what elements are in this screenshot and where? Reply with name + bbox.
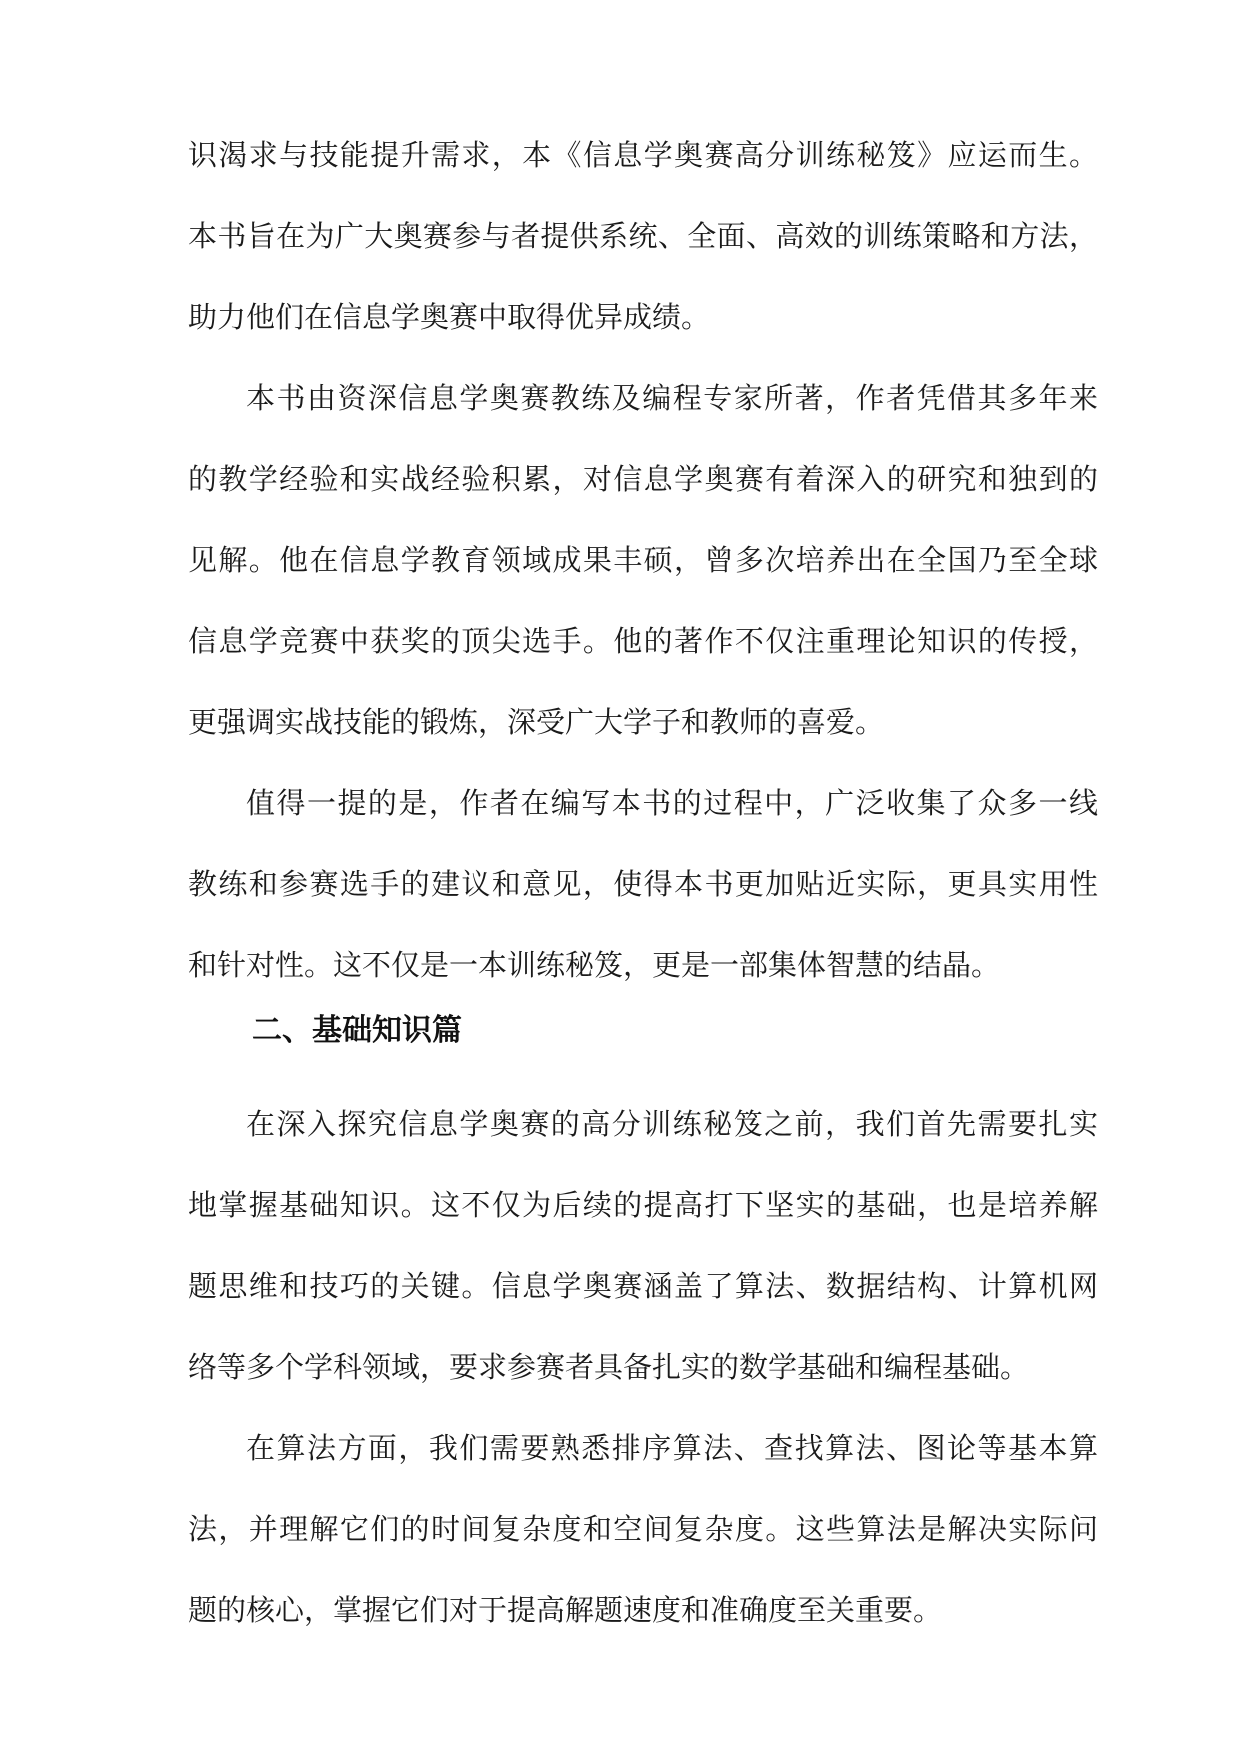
paragraph-line: 更强调实战技能的锻炼，深受广大学子和教师的喜爱。 <box>188 705 885 739</box>
paragraph-line: 题思维和技巧的关键。信息学奥赛涵盖了算法、数据结构、计算机网 <box>188 1269 1098 1303</box>
paragraph-line: 在算法方面，我们需要熟悉排序算法、查找算法、图论等基本算 <box>246 1431 1098 1465</box>
paragraph-line: 络等多个学科领域，要求参赛者具备扎实的数学基础和编程基础。 <box>188 1350 1030 1384</box>
paragraph-line: 助力他们在信息学奥赛中取得优异成绩。 <box>188 300 711 334</box>
paragraph-line: 本书由资深信息学奥赛教练及编程专家所著，作者凭借其多年来 <box>246 381 1098 415</box>
section-heading: 二、基础知识篇 <box>252 1013 462 1048</box>
paragraph-line: 题的核心，掌握它们对于提高解题速度和准确度至关重要。 <box>188 1593 943 1627</box>
paragraph-line: 的教学经验和实战经验积累，对信息学奥赛有着深入的研究和独到的 <box>188 462 1098 496</box>
paragraph-line: 教练和参赛选手的建议和意见，使得本书更加贴近实际，更具实用性 <box>188 867 1098 901</box>
paragraph-line: 见解。他在信息学教育领域成果丰硕，曾多次培养出在全国乃至全球 <box>188 543 1098 577</box>
paragraph-line: 识渴求与技能提升需求，本《信息学奥赛高分训练秘笈》应运而生。 <box>188 138 1098 172</box>
paragraph-line: 地掌握基础知识。这不仅为后续的提高打下坚实的基础，也是培养解 <box>188 1188 1098 1222</box>
paragraph-line: 在深入探究信息学奥赛的高分训练秘笈之前，我们首先需要扎实 <box>246 1107 1098 1141</box>
paragraph-line: 值得一提的是，作者在编写本书的过程中，广泛收集了众多一线 <box>246 786 1098 820</box>
paragraph-line: 和针对性。这不仅是一本训练秘笈，更是一部集体智慧的结晶。 <box>188 948 1001 982</box>
paragraph-line: 信息学竞赛中获奖的顶尖选手。他的著作不仅注重理论知识的传授， <box>188 624 1098 658</box>
paragraph-line: 本书旨在为广大奥赛参与者提供系统、全面、高效的训练策略和方法， <box>188 219 1098 253</box>
paragraph-line: 法，并理解它们的时间复杂度和空间复杂度。这些算法是解决实际问 <box>188 1512 1098 1546</box>
